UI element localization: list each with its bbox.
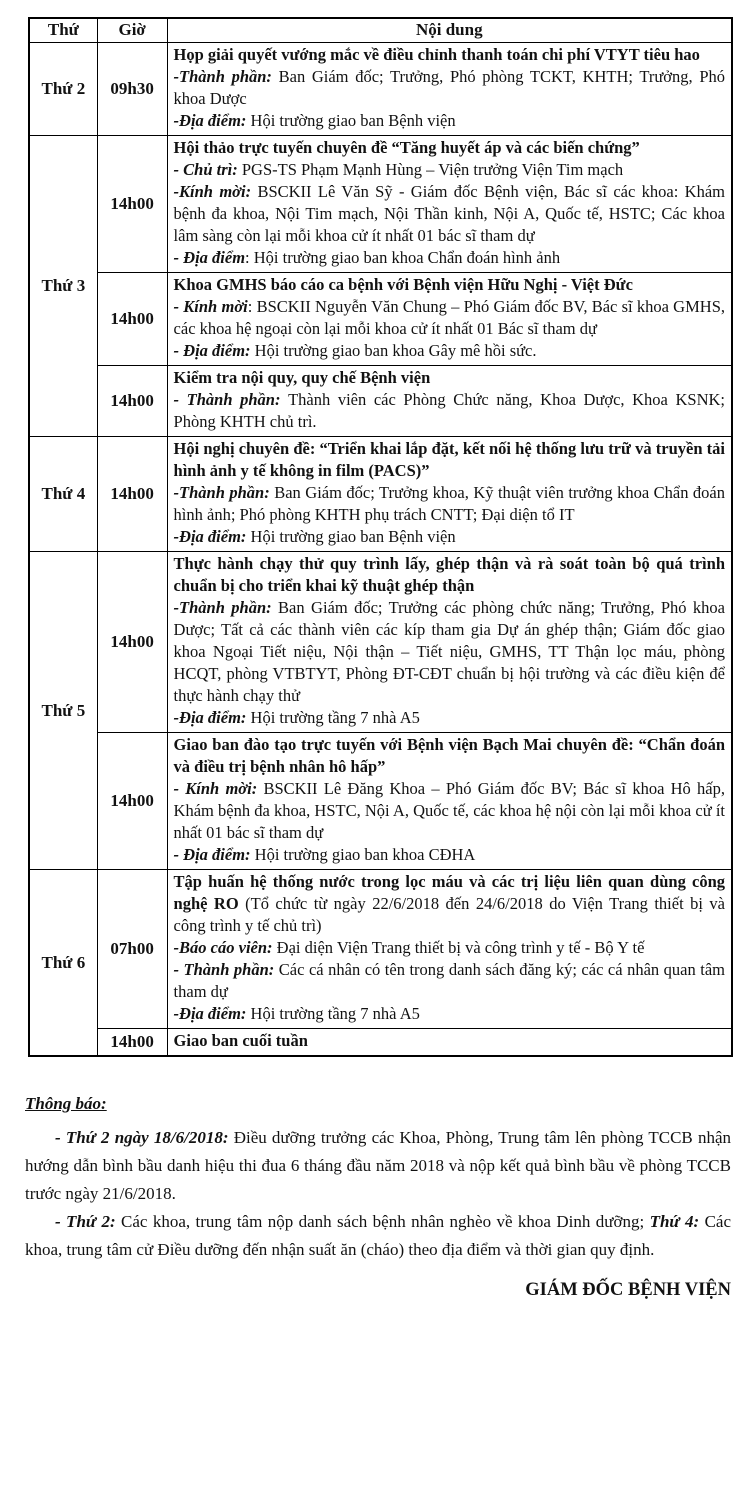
content-paragraph [174, 44, 725, 66]
time-cell: 14h00 [97, 273, 167, 366]
header-day: Thứ [29, 18, 97, 43]
text-segment: Hội trường giao ban Bệnh viện [250, 527, 456, 546]
text-segment: : Hội trường giao ban khoa Chẩn đoán hình ảnh [245, 248, 561, 267]
text-segment: Hội trường giao ban Bệnh viện [250, 111, 456, 130]
content-paragraph [174, 159, 725, 181]
content-paragraph [174, 778, 725, 844]
schedule-row [29, 552, 732, 733]
content-paragraph [174, 959, 725, 1003]
text-segment: -Báo cáo viên: [173, 938, 277, 957]
day-cell: Thứ 2 [29, 43, 97, 136]
time-cell: 14h00 [97, 552, 167, 733]
day-cell: Thứ 4 [29, 437, 97, 552]
content-paragraph [174, 1003, 725, 1025]
text-segment: BSCKII Lê Đăng Khoa – Phó Giám đốc BV; Bác sĩ khoa Hô hấp, Khám bệnh đa khoa, HSTC, Nội A, Quốc tế, các khoa hệ nội còn lại mỗi khoa cử ít nhất 01 bác sĩ tham dự [173, 779, 725, 842]
day-cell: Thứ 6 [29, 870, 97, 1057]
text-segment: - Kính mời [173, 297, 248, 316]
content-paragraph [174, 937, 725, 959]
notes-heading: Thông báo: [25, 1094, 107, 1113]
text-segment: -Thành phần: [173, 483, 275, 502]
time-cell: 14h00 [97, 437, 167, 552]
weekly-schedule-table [28, 17, 733, 1057]
content-cell [167, 366, 732, 437]
content-paragraph [174, 734, 725, 778]
content-paragraph [174, 66, 725, 110]
content-cell [167, 136, 732, 273]
text-segment: -Địa điểm: [173, 111, 251, 130]
content-paragraph [174, 274, 725, 296]
text-segment: Thành viên các Phòng Chức năng, Khoa Dược, Khoa KSNK; Phòng KHTH chủ trì. [173, 390, 725, 431]
schedule-row [29, 870, 732, 1029]
text-segment: Hội trường tầng 7 nhà A5 [250, 1004, 420, 1023]
time-cell: 14h00 [97, 1029, 167, 1057]
schedule-row [29, 437, 732, 552]
text-segment: BSCKII Lê Văn Sỹ - Giám đốc Bệnh viện, Bác sĩ các khoa: Khám bệnh đa khoa, Nội Tim mạch, Nội Thần kinh, Nội A, Quốc tế, HSTC; Các khoa lâm sàng còn lại mỗi khoa cử ít nhất 01 bác sĩ tham dự [173, 182, 725, 245]
text-segment: Hội thảo trực tuyến chuyên đề “Tăng huyết áp và các biến chứng” [173, 138, 640, 157]
time-cell: 14h00 [97, 733, 167, 870]
text-segment: Điều dưỡng trưởng các Khoa, Phòng, Trung tâm lên phòng TCCB nhận hướng dẫn bình bầu danh hiệu thi đua 6 tháng đầu năm 2018 và nộp kết quả bình bầu về phòng TCCB trước ngày 21/6/2018. [25, 1128, 731, 1203]
content-cell [167, 273, 732, 366]
time-cell: 14h00 [97, 366, 167, 437]
text-segment: Hội nghị chuyên đề: “Triển khai lắp đặt, kết nối hệ thống lưu trữ và truyền tải hình ảnh y tế không in film (PACS)” [173, 439, 725, 480]
schedule-row [29, 43, 732, 136]
header-content: Nội dung [167, 18, 732, 43]
text-segment: Hội trường tầng 7 nhà A5 [250, 708, 420, 727]
text-segment: Các khoa, trung tâm nộp danh sách bệnh nhân nghèo về khoa Dinh dưỡng; [121, 1212, 650, 1231]
content-paragraph [174, 707, 725, 729]
time-cell: 14h00 [97, 136, 167, 273]
text-segment: Đại diện Viện Trang thiết bị và công trình y tế - Bộ Y tế [276, 938, 645, 957]
content-paragraph [174, 553, 725, 597]
content-paragraph [174, 871, 725, 937]
schedule-row [29, 1029, 732, 1057]
text-segment: - Thứ 2 ngày 18/6/2018: [55, 1128, 234, 1147]
text-segment: Các khoa, trung tâm cử Điều dưỡng đến nhận suất ăn (cháo) theo địa điểm và thời gian quy định. [25, 1212, 731, 1259]
content-cell [167, 733, 732, 870]
day-cell: Thứ 3 [29, 136, 97, 437]
text-segment: - Chủ trì: [173, 160, 242, 179]
notes-paragraphs [25, 1124, 731, 1264]
schedule-table-header [29, 18, 732, 43]
text-segment: - Thành phần: [173, 960, 279, 979]
note-paragraph [25, 1208, 731, 1264]
text-segment: - Địa điểm: [173, 845, 255, 864]
day-cell: Thứ 5 [29, 552, 97, 870]
text-segment: Giao ban cuối tuần [173, 1031, 308, 1050]
schedule-row [29, 273, 732, 366]
text-segment: - Thành phần: [173, 390, 289, 409]
content-paragraph [174, 597, 725, 707]
time-cell: 09h30 [97, 43, 167, 136]
content-paragraph [174, 340, 725, 362]
schedule-row [29, 733, 732, 870]
signature: GIÁM ĐỐC BỆNH VIỆN [525, 1280, 731, 1300]
text-segment: Ban Giám đốc; Trưởng, Phó phòng TCKT, KHTH; Trưởng, Phó khoa Dược [173, 67, 725, 108]
header-row [29, 18, 732, 43]
content-paragraph [174, 367, 725, 389]
text-segment: Hội trường giao ban khoa CĐHA [254, 845, 476, 864]
text-segment: Thực hành chạy thử quy trình lấy, ghép thận và rà soát toàn bộ quá trình chuẩn bị cho triển khai kỹ thuật ghép thận [173, 554, 725, 595]
note-paragraph [25, 1124, 731, 1208]
text-segment: -Thành phần: [173, 67, 279, 86]
notes-section [25, 1090, 731, 1304]
text-segment: Họp giải quyết vướng mắc về điều chỉnh thanh toán chi phí VTYT tiêu hao [173, 45, 700, 64]
content-paragraph [174, 482, 725, 526]
text-segment: PGS-TS Phạm Mạnh Hùng – Viện trưởng Viện Tim mạch [241, 160, 624, 179]
content-cell [167, 552, 732, 733]
content-paragraph [174, 389, 725, 433]
text-segment: Các cá nhân có tên trong danh sách đăng ký; các cá nhân quan tâm tham dự [173, 960, 725, 1001]
content-cell [167, 437, 732, 552]
text-segment: Hội trường giao ban khoa Gây mê hồi sức. [254, 341, 537, 360]
text-segment: -Thành phần: [173, 598, 279, 617]
content-cell [167, 870, 732, 1029]
schedule-row [29, 366, 732, 437]
text-segment: -Địa điểm: [173, 527, 251, 546]
text-segment: - Thứ 2: [55, 1212, 122, 1231]
text-segment: -Địa điểm: [173, 708, 251, 727]
schedule-table-body [29, 43, 732, 1057]
content-paragraph [174, 438, 725, 482]
content-paragraph [174, 526, 725, 548]
content-cell [167, 43, 732, 136]
text-segment: (Tổ chức từ ngày 22/6/2018 đến 24/6/2018 do Viện Trang thiết bị và công trình y tế chủ trì) [173, 894, 725, 935]
text-segment: Ban Giám đốc; Trưởng các phòng chức năng; Trưởng, Phó khoa Dược; Tất cả các thành viên các kíp tham gia Dự án ghép thận; Giám đốc giao khoa Ngoại Tiết niệu, Nội thận – Tiết niệu, GMHS, TT Thận lọc máu, phòng HCQT, phòng VTBTYT, Phòng ĐT-CĐT chuẩn bị hội trường và các điều kiện để thực hành chạy thử [173, 598, 725, 705]
content-paragraph [174, 1030, 725, 1052]
text-segment: Thứ 4: [649, 1212, 705, 1231]
text-segment: : BSCKII Nguyễn Văn Chung – Phó Giám đốc BV, Bác sĩ khoa GMHS, các khoa hệ ngoại còn lại mỗi khoa cử ít nhất 01 Bác sĩ tham dự [173, 297, 725, 338]
text-segment: - Kính mời: [173, 779, 264, 798]
time-cell: 07h00 [97, 870, 167, 1029]
text-segment: Kiểm tra nội quy, quy chế Bệnh viện [173, 368, 431, 387]
text-segment: Khoa GMHS báo cáo ca bệnh với Bệnh viện Hữu Nghị - Việt Đức [173, 275, 633, 294]
text-segment: Tập huấn hệ thống nước trong lọc máu và các trị liệu liên quan dùng công nghệ RO [173, 872, 725, 913]
content-paragraph [174, 110, 725, 132]
content-cell [167, 1029, 732, 1057]
schedule-row [29, 136, 732, 273]
text-segment: - Địa điểm [173, 248, 246, 267]
header-time: Giờ [97, 18, 167, 43]
content-paragraph [174, 296, 725, 340]
text-segment: -Kính mời: [173, 182, 258, 201]
text-segment: - Địa điểm: [173, 341, 255, 360]
text-segment: Ban Giám đốc; Trưởng khoa, Kỹ thuật viên trưởng khoa Chẩn đoán hình ảnh; Phó phòng KHTH phụ trách CNTT; Đại diện tổ IT [173, 483, 726, 524]
content-paragraph [174, 181, 725, 247]
content-paragraph [174, 247, 725, 269]
text-segment: -Địa điểm: [173, 1004, 251, 1023]
content-paragraph [174, 844, 725, 866]
content-paragraph [174, 137, 725, 159]
text-segment: Giao ban đào tạo trực tuyến với Bệnh viện Bạch Mai chuyên đề: “Chẩn đoán và điều trị bệnh nhân hô hấp” [173, 735, 725, 776]
